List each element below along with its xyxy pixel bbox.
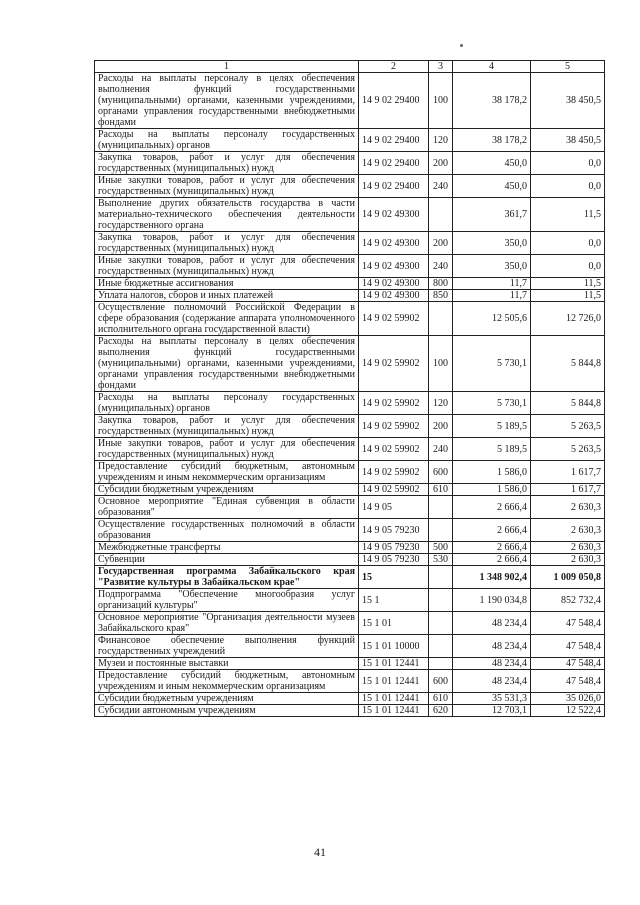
row-value-2023-cell: 361,7 (453, 198, 531, 232)
row-value-2023-cell: 48 234,4 (453, 658, 531, 670)
row-type-cell: 530 (429, 554, 453, 566)
row-name-cell: Основное мероприятие "Единая субвенция в области образования" (95, 496, 359, 519)
row-name-cell: Закупка товаров, работ и услуг для обеспечения государственных (муниципальных) нужд (95, 232, 359, 255)
row-name-cell: Закупка товаров, работ и услуг для обеспечения государственных (муниципальных) нужд (95, 415, 359, 438)
row-name-cell: Расходы на выплаты персоналу государственных (муниципальных) органов (95, 129, 359, 152)
row-type-cell: 100 (429, 73, 453, 129)
table-row (95, 73, 605, 129)
table-row (95, 415, 605, 438)
row-value-2024-cell: 2 630,3 (531, 496, 605, 519)
table-row (95, 693, 605, 705)
row-code-cell: 14 9 02 49300 (359, 232, 429, 255)
row-name-cell: Иные закупки товаров, работ и услуг для обеспечения государственных (муниципальных) нужд (95, 255, 359, 278)
row-value-2023-cell: 2 666,4 (453, 519, 531, 542)
row-value-2024-cell: 38 450,5 (531, 73, 605, 129)
row-value-2023-cell: 48 234,4 (453, 612, 531, 635)
row-type-cell: 600 (429, 670, 453, 693)
row-type-cell (429, 302, 453, 336)
row-name-cell: Межбюджетные трансферты (95, 542, 359, 554)
row-code-cell: 14 9 02 59902 (359, 336, 429, 392)
row-code-cell: 14 9 02 29400 (359, 152, 429, 175)
row-name-cell: Финансовое обеспечение выполнения функций государственных учреждений (95, 635, 359, 658)
row-value-2023-cell: 11,7 (453, 278, 531, 290)
row-type-cell (429, 519, 453, 542)
table-row (95, 278, 605, 290)
row-value-2024-cell: 47 548,4 (531, 658, 605, 670)
table-row (95, 392, 605, 415)
row-code-cell: 15 1 01 (359, 612, 429, 635)
row-value-2023-cell: 1 586,0 (453, 461, 531, 484)
table-row (95, 152, 605, 175)
row-name-cell: Иные закупки товаров, работ и услуг для обеспечения государственных (муниципальных) нужд (95, 175, 359, 198)
row-code-cell: 14 9 05 (359, 496, 429, 519)
row-name-cell: Субсидии автономным учреждениям (95, 705, 359, 717)
row-type-cell: 200 (429, 232, 453, 255)
row-value-2024-cell: 0,0 (531, 232, 605, 255)
row-value-2024-cell: 0,0 (531, 175, 605, 198)
row-value-2024-cell: 1 009 050,8 (531, 566, 605, 589)
budget-table (94, 60, 605, 717)
row-name-cell: Расходы на выплаты персоналу государственных (муниципальных) органов (95, 392, 359, 415)
row-value-2023-cell: 1 348 902,4 (453, 566, 531, 589)
row-type-cell (429, 635, 453, 658)
table-row (95, 658, 605, 670)
row-name-cell: Субсидии бюджетным учреждениям (95, 484, 359, 496)
table-row (95, 554, 605, 566)
row-value-2024-cell: 12 522,4 (531, 705, 605, 717)
row-type-cell: 610 (429, 484, 453, 496)
table-row (95, 496, 605, 519)
row-value-2023-cell: 350,0 (453, 232, 531, 255)
row-type-cell: 240 (429, 175, 453, 198)
row-value-2023-cell: 5 189,5 (453, 438, 531, 461)
column-header: 4 (453, 61, 531, 73)
table-row (95, 519, 605, 542)
row-value-2024-cell: 11,5 (531, 278, 605, 290)
row-value-2024-cell: 1 617,7 (531, 484, 605, 496)
table-row (95, 336, 605, 392)
row-value-2024-cell: 38 450,5 (531, 129, 605, 152)
row-code-cell: 14 9 02 59902 (359, 302, 429, 336)
row-type-cell (429, 496, 453, 519)
table-row (95, 566, 605, 589)
row-value-2023-cell: 1 586,0 (453, 484, 531, 496)
row-name-cell: Уплата налогов, сборов и иных платежей (95, 290, 359, 302)
row-value-2023-cell: 48 234,4 (453, 635, 531, 658)
row-value-2024-cell: 0,0 (531, 255, 605, 278)
row-value-2024-cell: 5 844,8 (531, 392, 605, 415)
table-row (95, 438, 605, 461)
row-name-cell: Иные закупки товаров, работ и услуг для обеспечения государственных (муниципальных) нужд (95, 438, 359, 461)
row-type-cell (429, 566, 453, 589)
row-name-cell: Государственная программа Забайкальского края "Развитие культуры в Забайкальском крае" (95, 566, 359, 589)
table-row (95, 232, 605, 255)
row-name-cell: Предоставление субсидий бюджетным, автономным учреждениям и иным некоммерческим организациям (95, 461, 359, 484)
row-name-cell: Основное мероприятие "Организация деятельности музеев Забайкальского края" (95, 612, 359, 635)
row-code-cell: 14 9 02 29400 (359, 175, 429, 198)
row-type-cell: 120 (429, 129, 453, 152)
table-row (95, 670, 605, 693)
table-row (95, 705, 605, 717)
row-value-2024-cell: 12 726,0 (531, 302, 605, 336)
row-name-cell: Субсидии бюджетным учреждениям (95, 693, 359, 705)
row-name-cell: Подпрограмма "Обеспечение многообразия услуг организаций культуры" (95, 589, 359, 612)
row-value-2023-cell: 2 666,4 (453, 496, 531, 519)
row-type-cell: 850 (429, 290, 453, 302)
row-name-cell: Осуществление полномочий Российской Федерации в сфере образования (содержание аппарата уполномоченного исполнительного органа государственной власти) (95, 302, 359, 336)
row-value-2024-cell: 47 548,4 (531, 635, 605, 658)
row-name-cell: Субвенции (95, 554, 359, 566)
row-code-cell: 14 9 02 59902 (359, 461, 429, 484)
row-type-cell: 620 (429, 705, 453, 717)
row-value-2023-cell: 5 730,1 (453, 336, 531, 392)
table-header-row (95, 61, 605, 73)
row-value-2023-cell: 450,0 (453, 175, 531, 198)
row-code-cell: 14 9 02 29400 (359, 129, 429, 152)
row-value-2023-cell: 2 666,4 (453, 542, 531, 554)
row-type-cell: 240 (429, 255, 453, 278)
row-code-cell: 15 1 01 12441 (359, 705, 429, 717)
row-name-cell: Выполнение других обязательств государства в части материально-технического обеспечения деятельности государственного органа (95, 198, 359, 232)
row-code-cell: 15 1 01 12441 (359, 693, 429, 705)
row-value-2023-cell: 11,7 (453, 290, 531, 302)
row-name-cell: Предоставление субсидий бюджетным, автономным учреждениям и иным некоммерческим организациям (95, 670, 359, 693)
row-value-2023-cell: 1 190 034,8 (453, 589, 531, 612)
row-value-2023-cell: 12 703,1 (453, 705, 531, 717)
row-value-2024-cell: 852 732,4 (531, 589, 605, 612)
row-type-cell: 100 (429, 336, 453, 392)
table-row (95, 589, 605, 612)
row-type-cell (429, 658, 453, 670)
table-row (95, 461, 605, 484)
column-header: 2 (359, 61, 429, 73)
row-code-cell: 14 9 02 59902 (359, 392, 429, 415)
row-value-2024-cell: 47 548,4 (531, 612, 605, 635)
row-code-cell: 15 1 (359, 589, 429, 612)
row-value-2023-cell: 450,0 (453, 152, 531, 175)
page-number: 41 (314, 845, 326, 859)
row-value-2024-cell: 2 630,3 (531, 519, 605, 542)
row-type-cell: 600 (429, 461, 453, 484)
row-value-2023-cell: 5 730,1 (453, 392, 531, 415)
row-code-cell: 15 1 01 10000 (359, 635, 429, 658)
row-value-2023-cell: 5 189,5 (453, 415, 531, 438)
row-name-cell: Расходы на выплаты персоналу в целях обеспечения выполнения функций государственными (муниципальными) органами, казенными учреждениями, органами управления государственными внебюджетными фондами (95, 73, 359, 129)
row-value-2023-cell: 48 234,4 (453, 670, 531, 693)
column-header: 5 (531, 61, 605, 73)
row-value-2023-cell: 12 505,6 (453, 302, 531, 336)
row-name-cell: Иные бюджетные ассигнования (95, 278, 359, 290)
table-row (95, 612, 605, 635)
row-code-cell: 15 1 01 12441 (359, 670, 429, 693)
row-value-2024-cell: 0,0 (531, 152, 605, 175)
row-value-2023-cell: 35 531,3 (453, 693, 531, 705)
row-value-2024-cell: 11,5 (531, 290, 605, 302)
row-value-2023-cell: 2 666,4 (453, 554, 531, 566)
row-type-cell: 500 (429, 542, 453, 554)
row-value-2024-cell: 35 026,0 (531, 693, 605, 705)
row-code-cell: 14 9 02 29400 (359, 73, 429, 129)
row-value-2024-cell: 5 263,5 (531, 415, 605, 438)
table-row (95, 542, 605, 554)
table-row (95, 129, 605, 152)
row-value-2024-cell: 5 844,8 (531, 336, 605, 392)
row-code-cell: 15 (359, 566, 429, 589)
row-code-cell: 14 9 05 79230 (359, 542, 429, 554)
row-code-cell: 14 9 05 79230 (359, 519, 429, 542)
row-code-cell: 14 9 02 49300 (359, 255, 429, 278)
table-row (95, 302, 605, 336)
row-type-cell: 800 (429, 278, 453, 290)
table-row (95, 255, 605, 278)
row-code-cell: 14 9 02 49300 (359, 198, 429, 232)
row-name-cell: Закупка товаров, работ и услуг для обеспечения государственных (муниципальных) нужд (95, 152, 359, 175)
row-type-cell (429, 612, 453, 635)
row-code-cell: 14 9 02 59902 (359, 484, 429, 496)
row-value-2024-cell: 2 630,3 (531, 542, 605, 554)
row-value-2023-cell: 350,0 (453, 255, 531, 278)
row-value-2024-cell: 11,5 (531, 198, 605, 232)
row-name-cell: Музеи и постоянные выставки (95, 658, 359, 670)
table-row (95, 290, 605, 302)
row-value-2024-cell: 47 548,4 (531, 670, 605, 693)
row-value-2024-cell: 1 617,7 (531, 461, 605, 484)
row-type-cell (429, 589, 453, 612)
scan-speck (460, 44, 463, 47)
row-name-cell: Осуществление государственных полномочий в области образования (95, 519, 359, 542)
row-value-2024-cell: 5 263,5 (531, 438, 605, 461)
row-type-cell: 200 (429, 415, 453, 438)
row-type-cell: 200 (429, 152, 453, 175)
row-type-cell: 120 (429, 392, 453, 415)
table-body (95, 73, 605, 717)
table-row (95, 635, 605, 658)
table-row (95, 484, 605, 496)
table-row (95, 198, 605, 232)
row-value-2023-cell: 38 178,2 (453, 129, 531, 152)
table-row (95, 175, 605, 198)
column-header: 1 (95, 61, 359, 73)
row-code-cell: 15 1 01 12441 (359, 658, 429, 670)
row-code-cell: 14 9 05 79230 (359, 554, 429, 566)
row-type-cell: 240 (429, 438, 453, 461)
row-code-cell: 14 9 02 59902 (359, 438, 429, 461)
row-value-2023-cell: 38 178,2 (453, 73, 531, 129)
row-type-cell (429, 198, 453, 232)
row-value-2024-cell: 2 630,3 (531, 554, 605, 566)
row-code-cell: 14 9 02 49300 (359, 290, 429, 302)
row-code-cell: 14 9 02 59902 (359, 415, 429, 438)
row-code-cell: 14 9 02 49300 (359, 278, 429, 290)
row-type-cell: 610 (429, 693, 453, 705)
column-header: 3 (429, 61, 453, 73)
row-name-cell: Расходы на выплаты персоналу в целях обеспечения выполнения функций государственными (муниципальными) органами, казенными учреждениями, органами управления государственными внебюджетными фондами (95, 336, 359, 392)
